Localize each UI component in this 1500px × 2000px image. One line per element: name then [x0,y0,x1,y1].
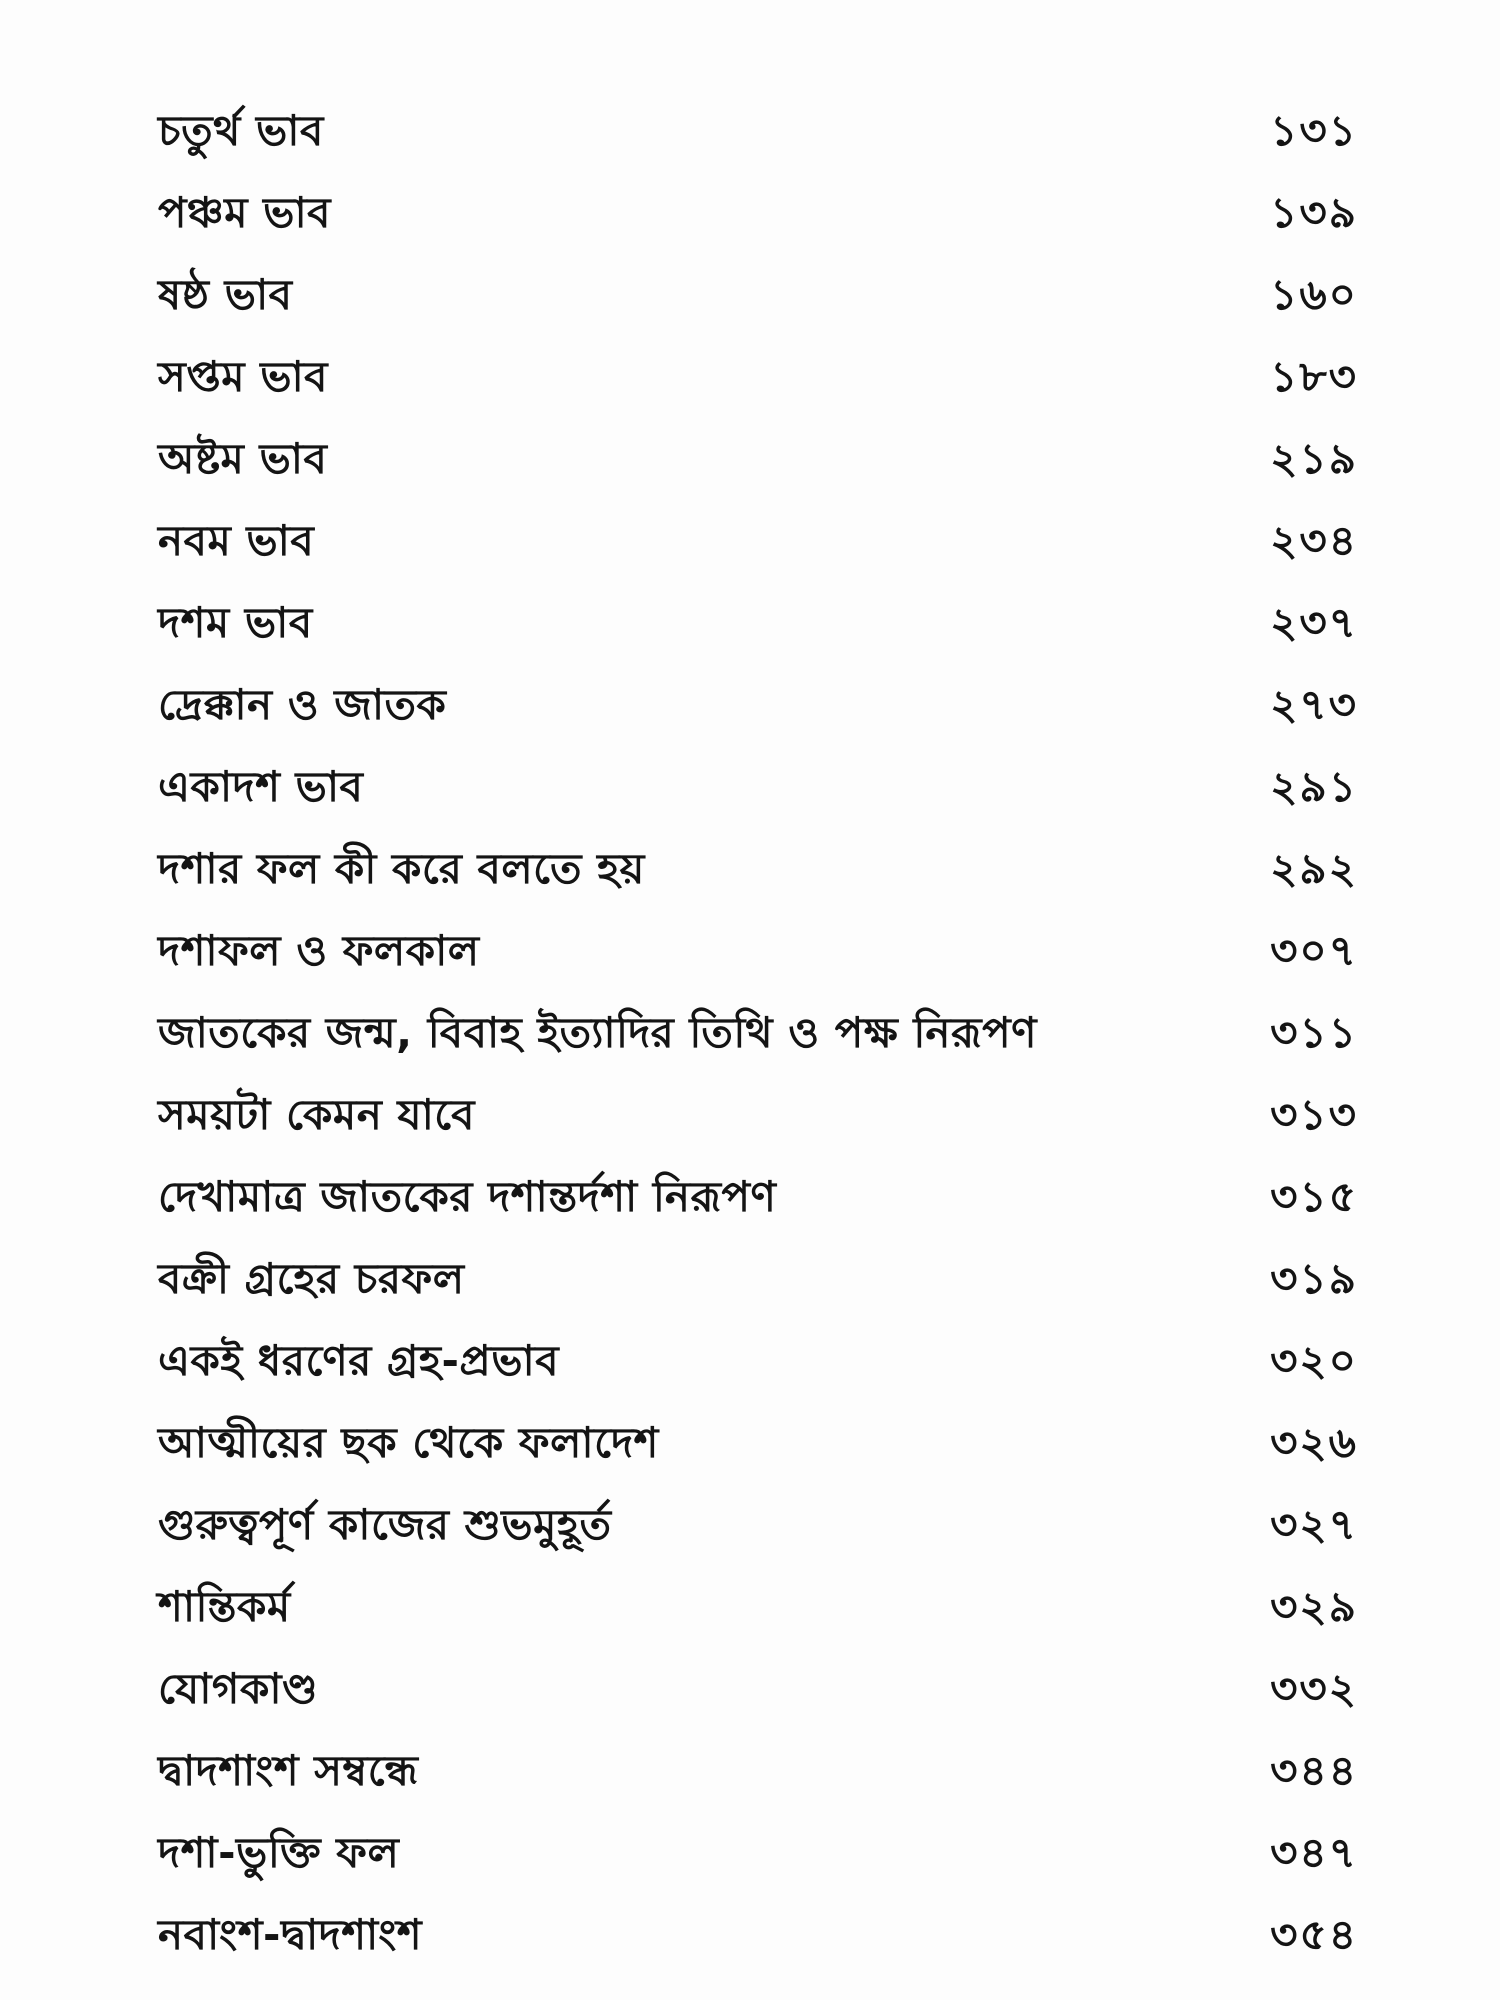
toc-entry [158,1896,1358,1978]
toc-entry-title: বক্রী গ্রহের চরফল [158,1253,465,1303]
toc-entry [158,1486,1358,1568]
toc-entry-title: একাদশ ভাব [158,761,364,811]
toc-entry [158,666,1358,748]
toc-entry [158,912,1358,994]
toc-entry-page-number: ৩১১ [1270,1007,1358,1057]
toc-entry-title: একই ধরণের গ্রহ-প্রভাব [158,1335,560,1385]
toc-entry-title: দ্রেক্কান ও জাতক [158,679,447,729]
toc-entry [158,1322,1358,1404]
toc-entry-page-number: ৩২৭ [1270,1499,1358,1549]
toc-entry-title: চতুর্থ ভাব [158,105,324,155]
toc-entry-page-number: ২৯২ [1270,843,1358,893]
toc-entry-page-number: ৩৩২ [1270,1663,1358,1713]
toc-entry [158,830,1358,912]
toc-entry-page-number: ২৯১ [1270,761,1358,811]
toc-entry [158,1076,1358,1158]
toc-entry-page-number: ৩১৩ [1270,1089,1358,1139]
toc-entry [158,420,1358,502]
toc-entry-title: শান্তিকর্ম [158,1581,291,1631]
toc-entry [158,338,1358,420]
toc-entry [158,584,1358,666]
toc-entry-page-number: ৩২০ [1270,1335,1358,1385]
toc-entry-page-number: ১৬০ [1270,269,1358,319]
toc-entry-page-number: ২৩৭ [1270,597,1358,647]
toc-entry-page-number: ৩৪৭ [1270,1827,1358,1877]
toc-entry-title: নবম ভাব [158,515,315,565]
table-of-contents [158,92,1358,1978]
toc-entry-title: অষ্টম ভাব [158,433,328,483]
toc-entry-title: ষষ্ঠ ভাব [158,269,293,319]
toc-entry-page-number: ২১৯ [1270,433,1358,483]
toc-entry-page-number: ৩২৬ [1270,1417,1358,1467]
toc-entry-title: যোগকাণ্ড [158,1663,319,1713]
toc-entry-page-number: ১৩১ [1270,105,1358,155]
toc-entry [158,748,1358,830]
toc-entry [158,502,1358,584]
toc-entry-title: দেখামাত্র জাতকের দশান্তর্দশা নিরূপণ [158,1171,777,1221]
toc-entry [158,174,1358,256]
toc-entry-title: দশাফল ও ফলকাল [158,925,480,975]
toc-entry-title: দশম ভাব [158,597,313,647]
toc-entry [158,1650,1358,1732]
toc-entry-page-number: ২৩৪ [1270,515,1358,565]
toc-entry-page-number: ১৩৯ [1270,187,1358,237]
toc-entry [158,1404,1358,1486]
toc-entry-title: সময়টা কেমন যাবে [158,1089,476,1139]
toc-entry [158,92,1358,174]
toc-entry-page-number: ৩৫৪ [1270,1909,1358,1959]
toc-entry-title: দশা-ভুক্তি ফল [158,1827,400,1877]
toc-entry [158,1732,1358,1814]
toc-entry-page-number: ৩৪৪ [1270,1745,1358,1795]
toc-entry [158,256,1358,338]
toc-entry-title: গুরুত্বপূর্ণ কাজের শুভমুহূর্ত [158,1499,612,1549]
toc-entry-title: পঞ্চম ভাব [158,187,332,237]
toc-entry-page-number: ৩২৯ [1270,1581,1358,1631]
toc-entry-title: দ্বাদশাংশ সম্বন্ধে [158,1745,419,1795]
toc-entry-title: নবাংশ-দ্বাদশাংশ [158,1909,423,1959]
toc-entry-page-number: ৩১৯ [1270,1253,1358,1303]
toc-entry [158,1814,1358,1896]
toc-entry-title: জাতকের জন্ম, বিবাহ ইত্যাদির তিথি ও পক্ষ নিরূপণ [158,1007,1037,1057]
toc-entry-page-number: ১৮৩ [1270,351,1358,401]
toc-entry-title: দশার ফল কী করে বলতে হয় [158,843,645,893]
toc-entry [158,1568,1358,1650]
toc-entry-title: সপ্তম ভাব [158,351,329,401]
toc-entry [158,994,1358,1076]
toc-entry [158,1240,1358,1322]
toc-entry-page-number: ৩১৫ [1270,1171,1358,1221]
toc-entry-page-number: ২৭৩ [1270,679,1358,729]
toc-entry [158,1158,1358,1240]
toc-entry-title: আত্মীয়ের ছক থেকে ফলাদেশ [158,1417,659,1467]
toc-entry-page-number: ৩০৭ [1270,925,1358,975]
